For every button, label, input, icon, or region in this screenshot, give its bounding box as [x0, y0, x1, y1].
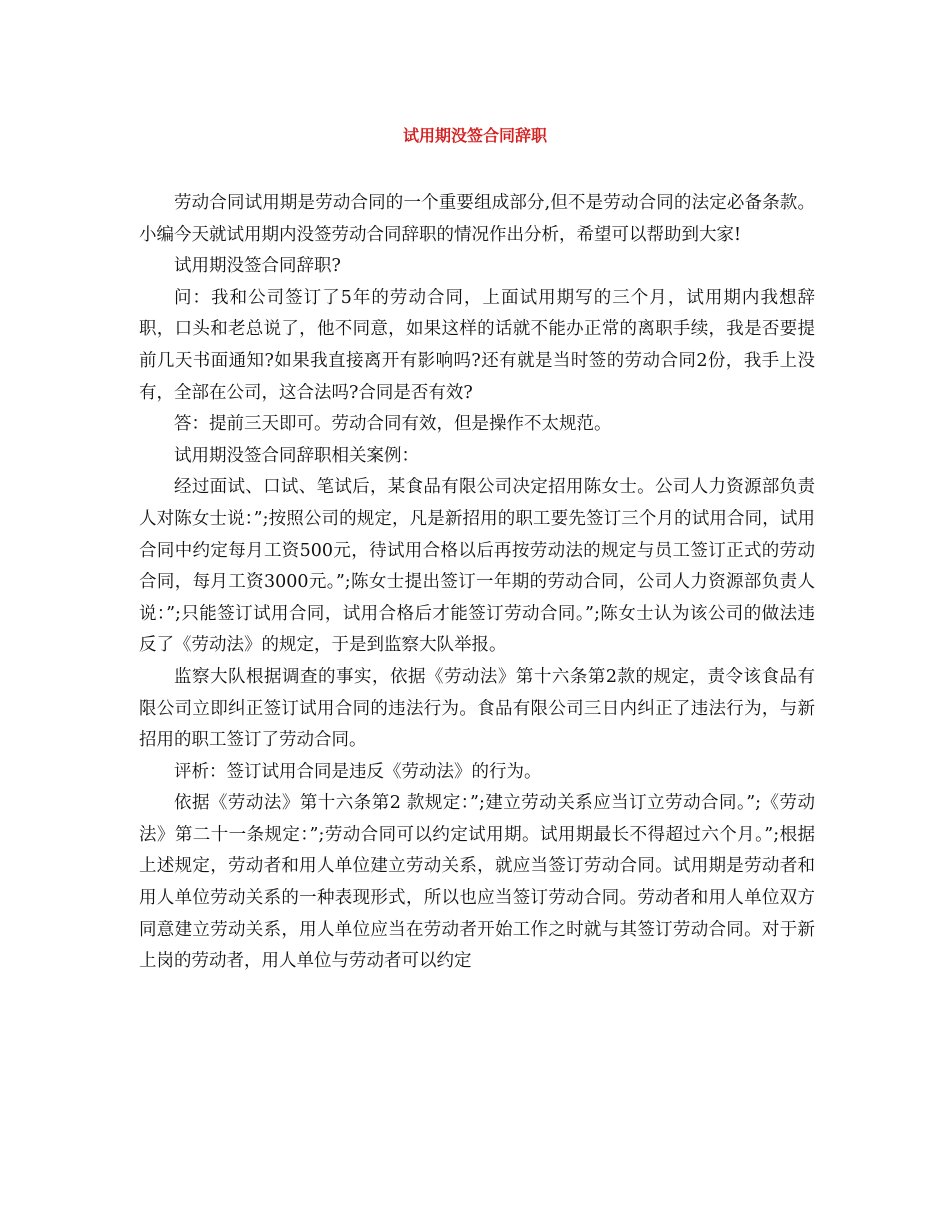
paragraph-analysis-heading: 评析：签订试用合同是违反《劳动法》的行为。 [174, 761, 542, 782]
paragraph-analysis: 依据《劳动法》第十六条第2 款规定：”;建立劳动关系应当订立劳动合同。”;《劳动法》第二十一条规定：”;劳动合同可以约定试用期。试用期最长不得超过六个月。”;根据上述规定，劳动者和用人单位建立劳动关系，就应当签订劳动合同。试用期是劳动者和用人单位劳动关系的一种表现形式，所以也应当签订劳动合同。劳动者和用人单位双方同意建立劳动关系，用人单位应当在劳动者开始工作之时就与其签订劳动合同。对于新上岗的劳动者，用人单位与劳动者可以约定 [139, 793, 815, 972]
document-title: 试用期没签合同辞职 [402, 126, 547, 145]
paragraph-question: 问：我和公司签订了5年的劳动合同，上面试用期写的三个月，试用期内我想辞职，口头和老总说了，他不同意，如果这样的话就不能办正常的离职手续，我是否要提前几天书面通知?如果我直接离开有影响吗?还有就是当时签的劳动合同2份，我手上没有，全部在公司，这合法吗?合同是否有效? [139, 287, 815, 403]
paragraph-question-heading: 试用期没签合同辞职? [174, 256, 341, 277]
paragraph-case: 经过面试、口试、笔试后，某食品有限公司决定招用陈女士。公司人力资源部负责人对陈女士说：”;按照公司的规定，凡是新招用的职工要先签订三个月的试用合同，试用合同中约定每月工资500元，待试用合格以后再按劳动法的规定与员工签订正式的劳动合同，每月工资3000元。”;陈女士提出签订一年期的劳动合同，公司人力资源部负责人说：”;只能签订试用合同，试用合格后才能签订劳动合同。”;陈女士认为该公司的做法违反了《劳动法》的规定，于是到监察大队举报。 [139, 477, 815, 656]
paragraph-intro: 劳动合同试用期是劳动合同的一个重要组成部分,但不是劳动合同的法定必备条款。小编今天就试用期内没签劳动合同辞职的情况作出分析，希望可以帮助到大家! [139, 193, 815, 245]
paragraph-answer: 答：提前三天即可。劳动合同有效，但是操作不太规范。 [174, 414, 612, 435]
paragraph-ruling: 监察大队根据调查的事实，依据《劳动法》第十六条第2款的规定，责令该食品有限公司立即纠正签订试用合同的违法行为。食品有限公司三日内纠正了违法行为，与新招用的职工签订了劳动合同。 [139, 666, 815, 751]
paragraph-case-heading: 试用期没签合同辞职相关案例： [174, 445, 419, 466]
document-body [139, 188, 815, 978]
